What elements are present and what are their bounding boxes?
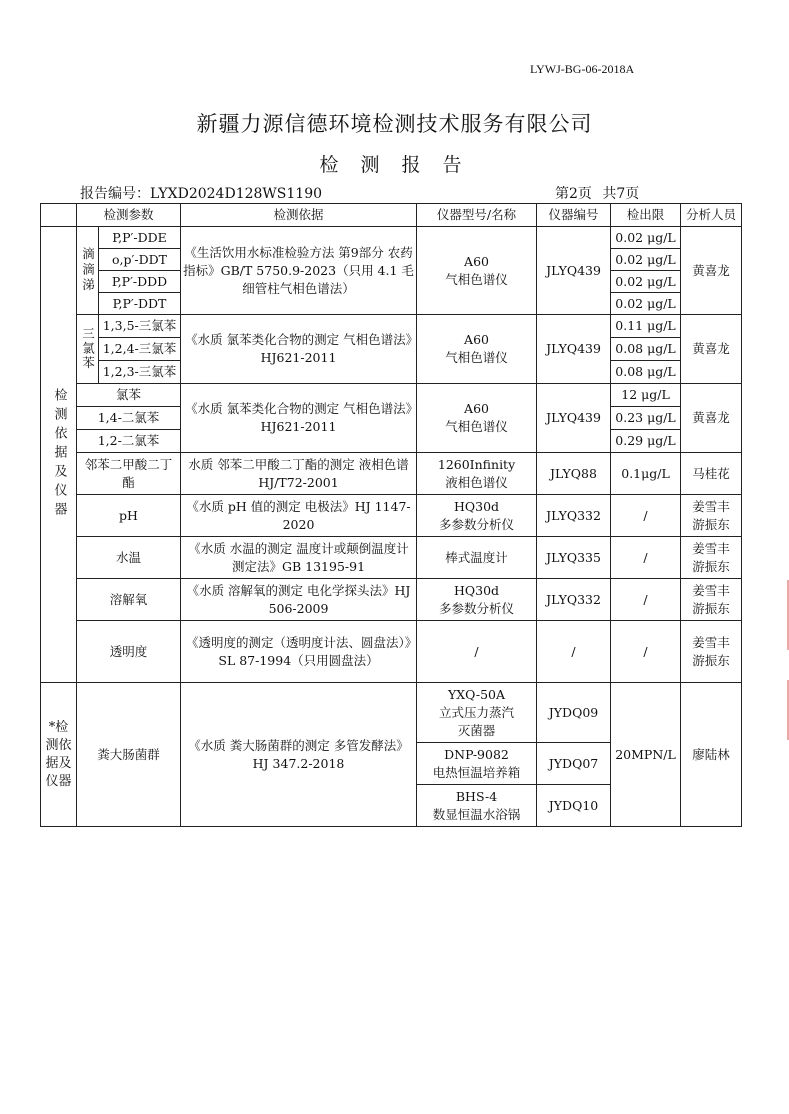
ddt-group-label: 滴滴涕 bbox=[77, 227, 99, 315]
table-row bbox=[41, 315, 742, 338]
instrument-cell: A60 气相色谱仪 bbox=[417, 227, 537, 315]
header-basis: 检测依据 bbox=[181, 204, 417, 227]
header-detection-limit: 检出限 bbox=[611, 204, 681, 227]
limit-cell: 0.02 μg/L bbox=[611, 227, 681, 249]
report-title: 检 测 报 告 bbox=[319, 154, 470, 176]
instrument-cell: HQ30d 多参数分析仪 bbox=[417, 495, 537, 537]
limit-cell: / bbox=[611, 537, 681, 579]
table-row bbox=[41, 384, 742, 407]
limit-cell: 0.08 μg/L bbox=[611, 361, 681, 384]
report-number: 报告编号：LYXD2024D128WS1190 bbox=[80, 186, 323, 202]
table-row bbox=[41, 495, 742, 537]
stamp-edge-mark bbox=[777, 580, 789, 650]
instrument-no-cell: JLYQ439 bbox=[537, 384, 611, 453]
instrument-no-cell: JLYQ335 bbox=[537, 537, 611, 579]
company-name: 新疆力源信德环境检测技术服务有限公司 bbox=[196, 112, 593, 136]
analyst-cell: 姜雪丰 游振东 bbox=[681, 579, 742, 621]
table-row bbox=[41, 621, 742, 683]
param-cell: 透明度 bbox=[77, 621, 181, 683]
param-cell: 1,3,5-三氯苯 bbox=[99, 315, 181, 338]
param-cell: o,p′-DDT bbox=[99, 249, 181, 271]
instrument-no-cell: JLYQ332 bbox=[537, 579, 611, 621]
limit-cell: 20MPN/L bbox=[611, 683, 681, 827]
instrument-cell: HQ30d 多参数分析仪 bbox=[417, 579, 537, 621]
limit-cell: / bbox=[611, 495, 681, 537]
param-cell: 1,2,3-三氯苯 bbox=[99, 361, 181, 384]
tcb-group-label: 三氯苯 bbox=[77, 315, 99, 384]
analyst-cell: 姜雪丰 游振东 bbox=[681, 495, 742, 537]
limit-cell: 0.1μg/L bbox=[611, 453, 681, 495]
limit-cell: / bbox=[611, 579, 681, 621]
instrument-no-cell: JLYQ88 bbox=[537, 453, 611, 495]
limit-cell: 0.08 μg/L bbox=[611, 338, 681, 361]
instrument-no-cell: JLYQ332 bbox=[537, 495, 611, 537]
table-row bbox=[41, 579, 742, 621]
param-cell: 1,4-二氯苯 bbox=[77, 407, 181, 430]
table-row bbox=[41, 683, 742, 743]
instrument-cell: BHS-4 数显恒温水浴锅 bbox=[417, 785, 537, 827]
instrument-no-cell: / bbox=[537, 621, 611, 683]
analyst-cell: 黄喜龙 bbox=[681, 227, 742, 315]
param-cell: 溶解氧 bbox=[77, 579, 181, 621]
table-row bbox=[41, 227, 742, 249]
instrument-no-cell: JYDQ09 bbox=[537, 683, 611, 743]
analyst-cell: 黄喜龙 bbox=[681, 384, 742, 453]
param-cell: 水温 bbox=[77, 537, 181, 579]
instrument-cell: DNP-9082 电热恒温培养箱 bbox=[417, 743, 537, 785]
basis-cell: 《水质 水温的测定 温度计或颠倒温度计测定法》GB 13195-91 bbox=[181, 537, 417, 579]
analyst-cell: 廖陆林 bbox=[681, 683, 742, 827]
basis-cell: 《水质 溶解氧的测定 电化学探头法》HJ 506-2009 bbox=[181, 579, 417, 621]
instrument-no-cell: JYDQ10 bbox=[537, 785, 611, 827]
table-row bbox=[41, 537, 742, 579]
header-analyst: 分析人员 bbox=[681, 204, 742, 227]
limit-cell: 12 μg/L bbox=[611, 384, 681, 407]
limit-cell: 0.29 μg/L bbox=[611, 430, 681, 453]
stamp-edge-mark bbox=[777, 680, 789, 740]
instrument-cell: A60 气相色谱仪 bbox=[417, 315, 537, 384]
table-row bbox=[41, 453, 742, 495]
limit-cell: 0.02 μg/L bbox=[611, 249, 681, 271]
basis-cell: 《水质 粪大肠菌群的测定 多管发酵法》HJ 347.2-2018 bbox=[181, 683, 417, 827]
param-cell: P,P′-DDT bbox=[99, 293, 181, 315]
instrument-cell: YXQ-50A 立式压力蒸汽 灭菌器 bbox=[417, 683, 537, 743]
limit-cell: 0.11 μg/L bbox=[611, 315, 681, 338]
basis-cell: 《水质 氯苯类化合物的测定 气相色谱法》HJ621-2011 bbox=[181, 315, 417, 384]
header-instrument-no: 仪器编号 bbox=[537, 204, 611, 227]
section-label-2: *检测依据及仪器 bbox=[41, 683, 77, 827]
instrument-cell: 棒式温度计 bbox=[417, 537, 537, 579]
instrument-cell: 1260Infinity 液相色谱仪 bbox=[417, 453, 537, 495]
param-cell: P,P′-DDD bbox=[99, 271, 181, 293]
param-cell: P,P′-DDE bbox=[99, 227, 181, 249]
param-cell: pH bbox=[77, 495, 181, 537]
analyst-cell: 黄喜龙 bbox=[681, 315, 742, 384]
limit-cell: / bbox=[611, 621, 681, 683]
param-cell: 1,2-二氯苯 bbox=[77, 430, 181, 453]
instrument-cell: / bbox=[417, 621, 537, 683]
basis-cell: 《透明度的测定（透明度计法、圆盘法）》SL 87-1994（只用圆盘法） bbox=[181, 621, 417, 683]
basis-cell: 《水质 pH 值的测定 电极法》HJ 1147-2020 bbox=[181, 495, 417, 537]
instrument-no-cell: JYDQ07 bbox=[537, 743, 611, 785]
instrument-no-cell: JLYQ439 bbox=[537, 227, 611, 315]
analyst-cell: 姜雪丰 游振东 bbox=[681, 537, 742, 579]
limit-cell: 0.02 μg/L bbox=[611, 293, 681, 315]
table-header-row bbox=[41, 204, 742, 227]
basis-cell: 《水质 氯苯类化合物的测定 气相色谱法》HJ621-2011 bbox=[181, 384, 417, 453]
param-cell: 粪大肠菌群 bbox=[77, 683, 181, 827]
param-cell: 邻苯二甲酸二丁酯 bbox=[77, 453, 181, 495]
param-cell: 氯苯 bbox=[77, 384, 181, 407]
limit-cell: 0.02 μg/L bbox=[611, 271, 681, 293]
basis-cell: 水质 邻苯二甲酸二丁酯的测定 液相色谱 HJ/T72-2001 bbox=[181, 453, 417, 495]
instrument-cell: A60 气相色谱仪 bbox=[417, 384, 537, 453]
section-label: 检测依据及仪器 bbox=[41, 227, 77, 683]
header-parameter: 检测参数 bbox=[77, 204, 181, 227]
instrument-no-cell: JLYQ439 bbox=[537, 315, 611, 384]
limit-cell: 0.23 μg/L bbox=[611, 407, 681, 430]
basis-cell: 《生活饮用水标准检验方法 第9部分 农药指标》GB/T 5750.9-2023（只用 4.1 毛细管柱气相色谱法） bbox=[181, 227, 417, 315]
analyst-cell: 马桂花 bbox=[681, 453, 742, 495]
detection-basis-table bbox=[40, 203, 742, 827]
page-info: 第2页 共7页 bbox=[555, 186, 640, 202]
param-cell: 1,2,4-三氯苯 bbox=[99, 338, 181, 361]
analyst-cell: 姜雪丰 游振东 bbox=[681, 621, 742, 683]
document-code: LYWJ-BG-06-2018A bbox=[530, 62, 635, 76]
header-instrument: 仪器型号/名称 bbox=[417, 204, 537, 227]
